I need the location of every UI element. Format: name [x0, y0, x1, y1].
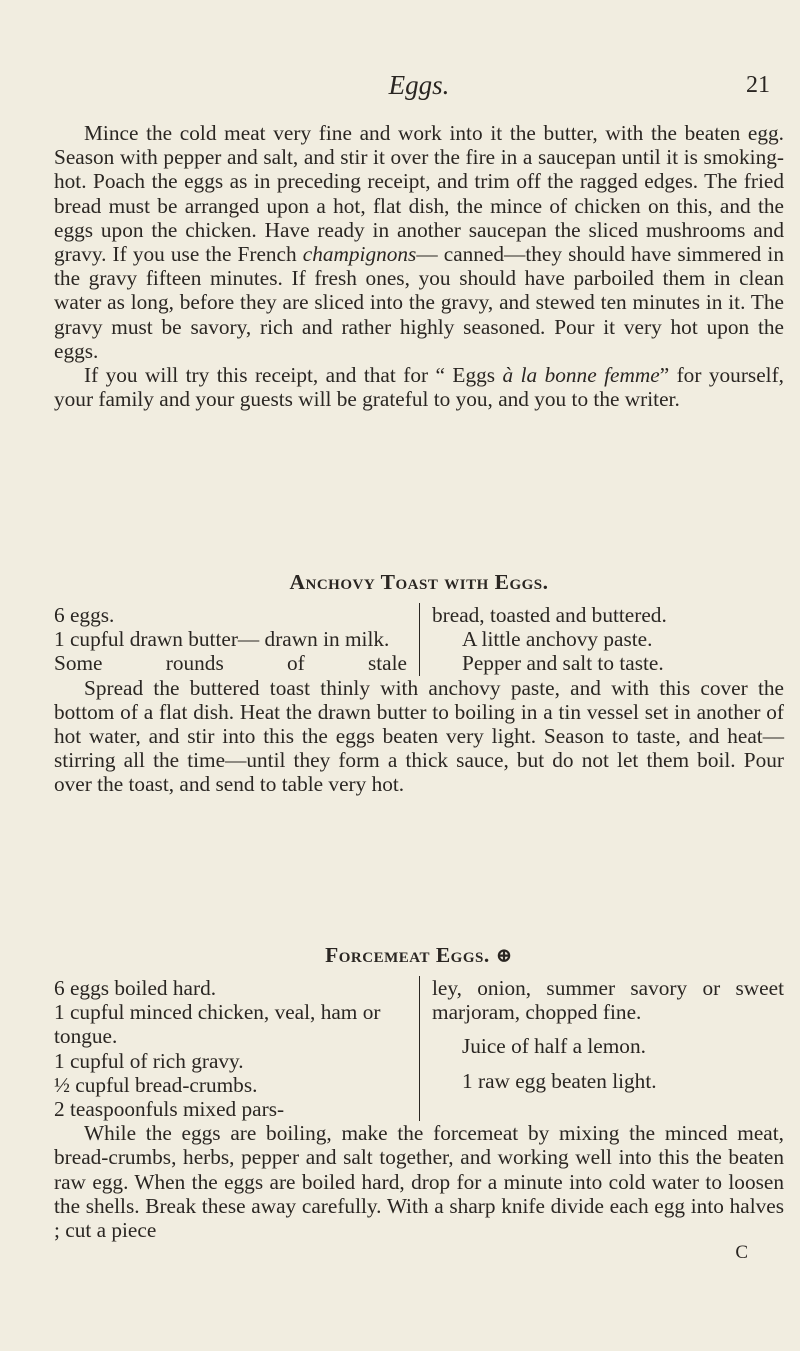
ingredient-continued: ley, onion, summer savory or sweet marjoram, chopped fine.: [432, 976, 784, 1025]
anchovy-recipe: [54, 570, 784, 797]
forcemeat-ingredients: [54, 976, 784, 1121]
ingredient: Juice of half a lemon.: [462, 1034, 646, 1059]
signature-mark: C: [735, 1242, 748, 1264]
ingredient: ½ cupful bread-crumbs.: [54, 1072, 258, 1097]
ingredient: A little anchovy paste.: [462, 627, 653, 652]
ingredient: Pepper and salt to taste.: [462, 651, 664, 676]
ingredient: 2 teaspoonfuls mixed pars-: [54, 1097, 285, 1122]
forcemeat-recipe: [54, 943, 784, 1264]
running-title: Eggs.: [388, 70, 450, 100]
anchovy-title: Anchovy Toast with Eggs.: [289, 570, 549, 594]
cross-icon: ⊕: [495, 945, 513, 967]
opening-section: [54, 121, 784, 411]
ingredient: 6 eggs.: [54, 603, 115, 627]
ingredient: Some rounds of stale: [54, 651, 407, 676]
ingredient: 1 cupful drawn butter— drawn in milk.: [54, 627, 390, 652]
paragraph-closing: If you will try this receipt, and that for “ Eggs à la bonne femme” for yourself, your family and your guests will be grateful to you, and you to the writer.: [54, 363, 784, 412]
forcemeat-ingredients-left: [54, 976, 419, 1121]
book-page: [54, 0, 784, 1351]
forcemeat-ingredients-right: [419, 976, 784, 1121]
anchovy-ingredients-left: [54, 603, 419, 676]
anchovy-ingredients: [54, 603, 784, 676]
anchovy-method: Spread the buttered toast thinly with anchovy paste, and with this cover the bottom of a flat dish. Heat the drawn butter to boiling in a tin vessel set in another of hot water, and stir into this the eggs beaten very light. Season to taste, and heat—stirring all the time—until they form a thick sauce, but do not let them boil. Pour over the toast, and send to table very hot.: [54, 675, 784, 797]
ingredient: 1 cupful of rich gravy.: [54, 1048, 244, 1073]
ingredient: 1 cupful minced chicken, veal, ham or tongue.: [54, 1000, 381, 1049]
ingredient: 6 eggs boiled hard.: [54, 976, 217, 1000]
anchovy-ingredients-right: [419, 603, 784, 676]
page-header: [54, 70, 784, 104]
ingredient-continued: bread, toasted and buttered.: [432, 603, 667, 627]
page-number: 21: [746, 72, 770, 98]
forcemeat-method: While the eggs are boiling, make the forcemeat by mixing the minced meat, bread-crumbs, herbs, pepper and salt together, and working well into this the beaten raw egg. When the eggs are boiled hard, drop for a minute into cold water to loosen the shells. Break these away carefully. With a sharp knife divide each egg into halves ; cut a piece: [54, 1121, 784, 1243]
forcemeat-title: Forcemeat Eggs. ⊕: [325, 943, 513, 967]
paragraph-mince: Mince the cold meat very fine and work into it the butter, with the beaten egg. Season with pepper and salt, and stir it over the fire in a saucepan until it is smoking-hot. Poach the eggs as in preceding receipt, and trim off the ragged edges. The fried bread must be arranged upon a hot, flat dish, the mince of chicken on this, and the eggs upon the chicken. Have ready in another saucepan the sliced mushrooms and gravy. If you use the French champignons— canned—they should have simmered in the gravy fifteen minutes. If fresh ones, you should have parboiled them in clean water as long, before they are sliced into the gravy, and stewed ten minutes in it. The gravy must be savory, rich and rather highly seasoned. Pour it very hot upon the eggs.: [54, 121, 784, 363]
ingredient: 1 raw egg beaten light.: [462, 1068, 657, 1093]
